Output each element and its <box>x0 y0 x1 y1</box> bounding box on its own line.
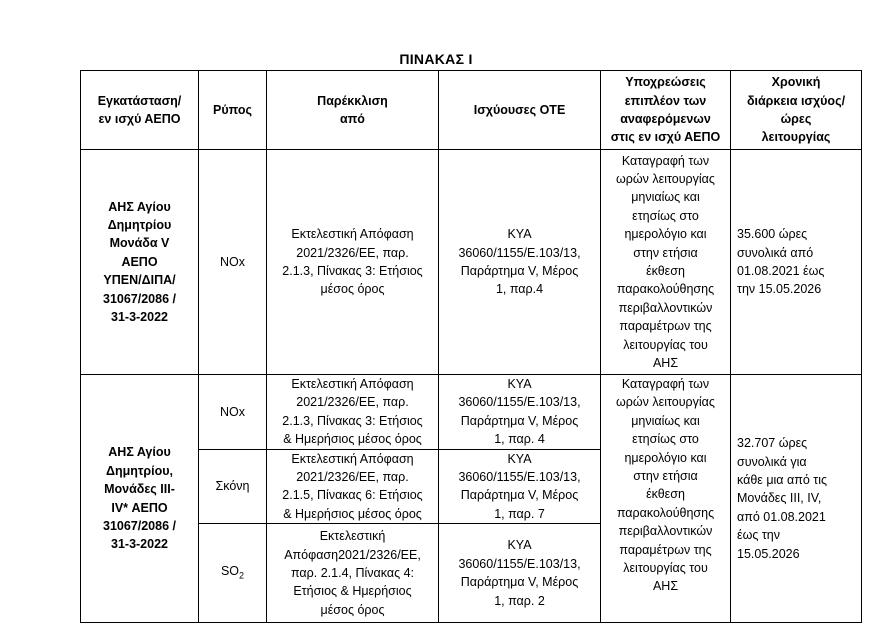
duration-cell: 35.600 ώρες συνολικά από 01.08.2021 έως την 15.05.2026 <box>731 150 862 375</box>
header-row <box>81 71 862 150</box>
pollutant-cell: NOx <box>199 375 267 450</box>
pollutant-cell <box>199 524 267 623</box>
derogation-cell: Εκτελεστική Απόφαση 2021/2326/ΕΕ, παρ. 2.1.3, Πίνακας 3: Ετήσιος & Ημερήσιος μέσος όρος <box>267 375 439 450</box>
duration-cell: 32.707 ώρες συνολικά για κάθε μια από τις Μονάδες ΙΙΙ, IV, από 01.08.2021 έως την 15.05.2026 <box>731 375 862 623</box>
table-row <box>81 375 862 450</box>
table-container <box>80 70 861 621</box>
table-title: ΠΙΝΑΚΑΣ Ι <box>399 51 473 67</box>
installation-cell: ΑΗΣ Αγίου Δημητρίου, Μονάδες ΙΙΙ- IV* ΑΕΠΟ 31067/2086 / 31-3-2022 <box>81 375 199 623</box>
header-installation: Εγκατάσταση/ εν ισχύ ΑΕΠΟ <box>81 71 199 150</box>
derogations-table <box>80 70 862 623</box>
derogation-cell: Εκτελεστική Απόφαση 2021/2326/ΕΕ, παρ. 2.1.5, Πίνακας 6: Ετήσιος & Ημερήσιος μέσος όρος <box>267 449 439 524</box>
header-elv: Ισχύουσες ΟΤΕ <box>439 71 601 150</box>
elv-cell: ΚΥΑ 36060/1155/Ε.103/13, Παράρτημα V, Μέρος 1, παρ.4 <box>439 150 601 375</box>
header-obligations: Υποχρεώσεις επιπλέον των αναφερόμενων στις εν ισχύ ΑΕΠΟ <box>601 71 731 150</box>
pollutant-cell: NOx <box>199 150 267 375</box>
obligations-cell: Καταγραφή των ωρών λειτουργίας μηνιαίως και ετησίως στο ημερολόγιο και στην ετήσια έκθεση παρακολούθησης περιβαλλοντικών παραμέτρων της λειτουργίας του ΑΗΣ <box>601 375 731 623</box>
so2-base: SO <box>220 563 240 578</box>
so2-subscript: 2 <box>239 570 245 581</box>
obligations-cell: Καταγραφή των ωρών λειτουργίας μηνιαίως και ετησίως στο ημερολόγιο και στην ετήσια έκθεση παρακολούθησης περιβαλλοντικών παραμέτρων της λειτουργίας του ΑΗΣ <box>601 150 731 375</box>
header-duration: Χρονική διάρκεια ισχύος/ ώρες λειτουργίας <box>731 71 862 150</box>
elv-cell: ΚΥΑ 36060/1155/Ε.103/13, Παράρτημα V, Μέρος 1, παρ. 7 <box>439 449 601 524</box>
installation-cell: ΑΗΣ Αγίου Δημητρίου Μονάδα V ΑΕΠΟ ΥΠΕΝ/ΔΙΠΑ/ 31067/2086 / 31-3-2022 <box>81 150 199 375</box>
elv-cell: ΚΥΑ 36060/1155/Ε.103/13, Παράρτημα V, Μέρος 1, παρ. 2 <box>439 524 601 623</box>
elv-cell: ΚΥΑ 36060/1155/Ε.103/13, Παράρτημα V, Μέρος 1, παρ. 4 <box>439 375 601 450</box>
header-pollutant: Ρύπος <box>199 71 267 150</box>
pollutant-cell: Σκόνη <box>199 449 267 524</box>
derogation-cell: Εκτελεστική Απόφαση 2021/2326/ΕΕ, παρ. 2.1.3, Πίνακας 3: Ετήσιος μέσος όρος <box>267 150 439 375</box>
header-derogation: Παρέκκλιση από <box>267 71 439 150</box>
table-row <box>81 150 862 375</box>
derogation-cell: Εκτελεστική Απόφαση2021/2326/ΕΕ, παρ. 2.1.4, Πίνακας 4: Ετήσιος & Ημερήσιος μέσος όρος <box>267 524 439 623</box>
